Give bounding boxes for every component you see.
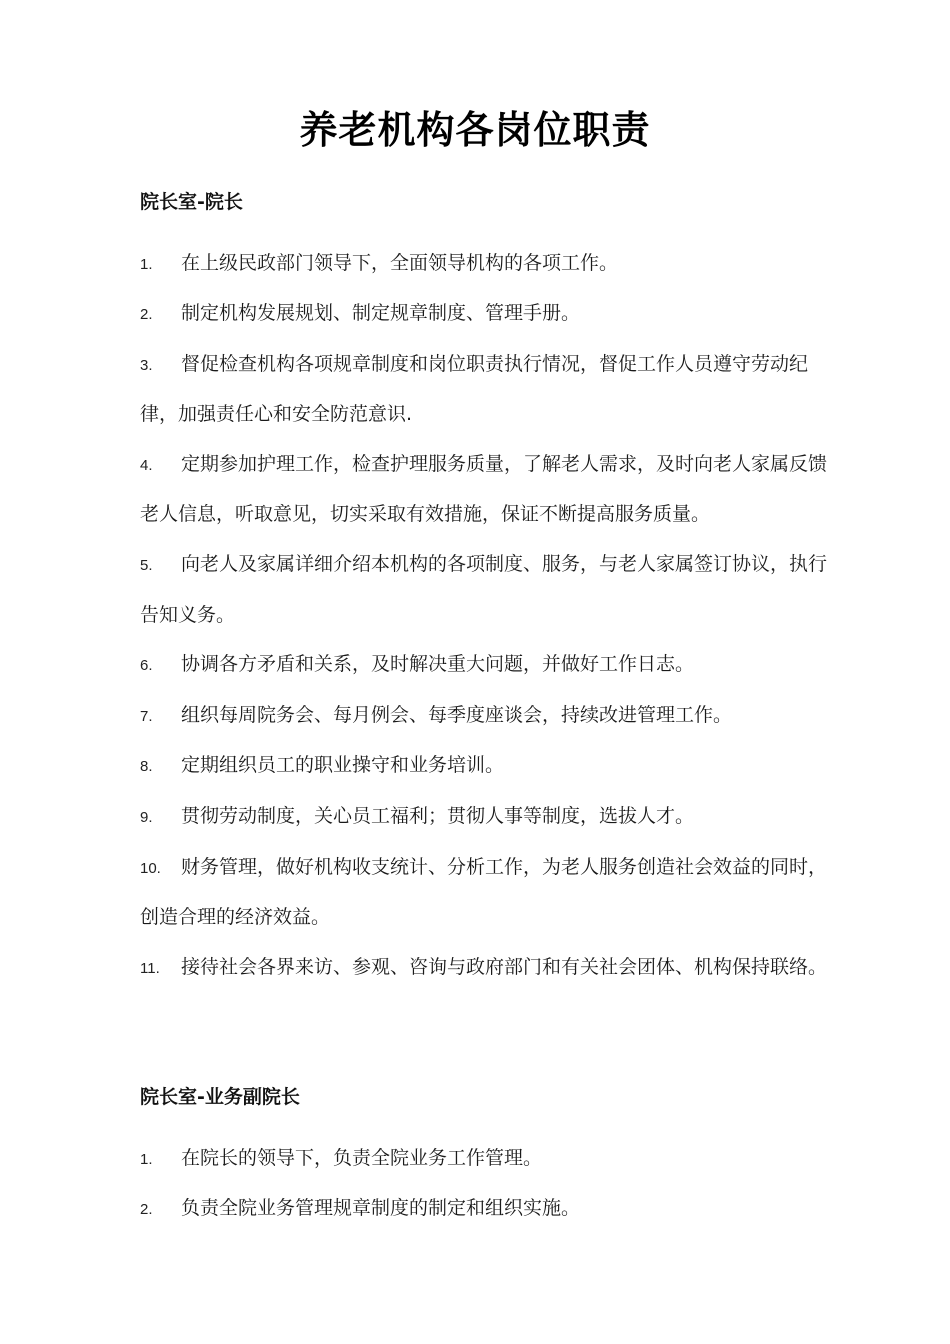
section-director xyxy=(140,189,830,993)
item-text: 贯彻劳动制度，关心员工福利；贯彻人事等制度，选拔人才。 xyxy=(181,805,695,828)
item-number: 1. xyxy=(140,1150,153,1168)
section-deputy-director xyxy=(140,1084,830,1235)
item-number: 6. xyxy=(140,657,153,675)
item-text: 组织每周院务会、每月例会、每季度座谈会，持续改进管理工作。 xyxy=(181,703,733,726)
item-text: 定期参加护理工作，检查护理服务质量，了解老人需求，及时向老人家属反馈老人信息，听取意见，切实采取有效措施，保证不断提高服务质量。 xyxy=(140,452,828,526)
list-item xyxy=(140,640,830,691)
item-number: 8. xyxy=(140,758,153,776)
item-text: 负责全院业务管理规章制度的制定和组织实施。 xyxy=(181,1197,581,1220)
item-number: 11. xyxy=(140,959,160,977)
item-text: 在上级民政部门领导下，全面领导机构的各项工作。 xyxy=(181,251,619,274)
item-text: 在院长的领导下，负责全院业务工作管理。 xyxy=(181,1146,543,1169)
list-item xyxy=(140,741,830,792)
item-text: 接待社会各界来访、参观、咨询与政府部门和有关社会团体、机构保持联络。 xyxy=(181,955,828,978)
section-heading: 院长室-院长 xyxy=(140,191,243,213)
item-number: 4. xyxy=(140,456,153,474)
item-number: 2. xyxy=(140,1201,153,1219)
item-number: 10. xyxy=(140,859,161,877)
item-text: 财务管理，做好机构收支统计、分析工作，为老人服务创造社会效益的同时，创造合理的经济效益。 xyxy=(140,855,828,929)
list-item xyxy=(140,943,830,994)
item-text: 督促检查机构各项规章制度和岗位职责执行情况，督促工作人员遵守劳动纪律，加强责任心和安全防范意识. xyxy=(140,352,809,426)
list-item xyxy=(140,340,830,440)
item-number: 7. xyxy=(140,707,153,725)
item-number: 3. xyxy=(140,356,153,374)
item-text: 制定机构发展规划、制定规章制度、管理手册。 xyxy=(181,302,581,325)
document-title: 养老机构各岗位职责 xyxy=(299,108,651,152)
list-item xyxy=(140,239,830,290)
item-text: 向老人及家属详细介绍本机构的各项制度、服务，与老人家属签订协议，执行告知义务。 xyxy=(140,553,828,626)
item-text: 协调各方矛盾和关系，及时解决重大问题，并做好工作日志。 xyxy=(181,653,695,676)
item-text: 定期组织员工的职业操守和业务培训。 xyxy=(181,754,505,777)
item-number: 9. xyxy=(140,809,153,827)
list-item xyxy=(140,691,830,742)
item-number: 5. xyxy=(140,557,153,575)
list-item xyxy=(140,1134,830,1185)
section-heading: 院长室-业务副院长 xyxy=(140,1086,300,1108)
list-item xyxy=(140,540,830,640)
item-number: 1. xyxy=(140,255,153,273)
list-item xyxy=(140,1184,830,1235)
list-item xyxy=(140,440,830,540)
list-item xyxy=(140,792,830,843)
list-item xyxy=(140,843,830,943)
list-item xyxy=(140,289,830,340)
item-number: 2. xyxy=(140,306,153,324)
